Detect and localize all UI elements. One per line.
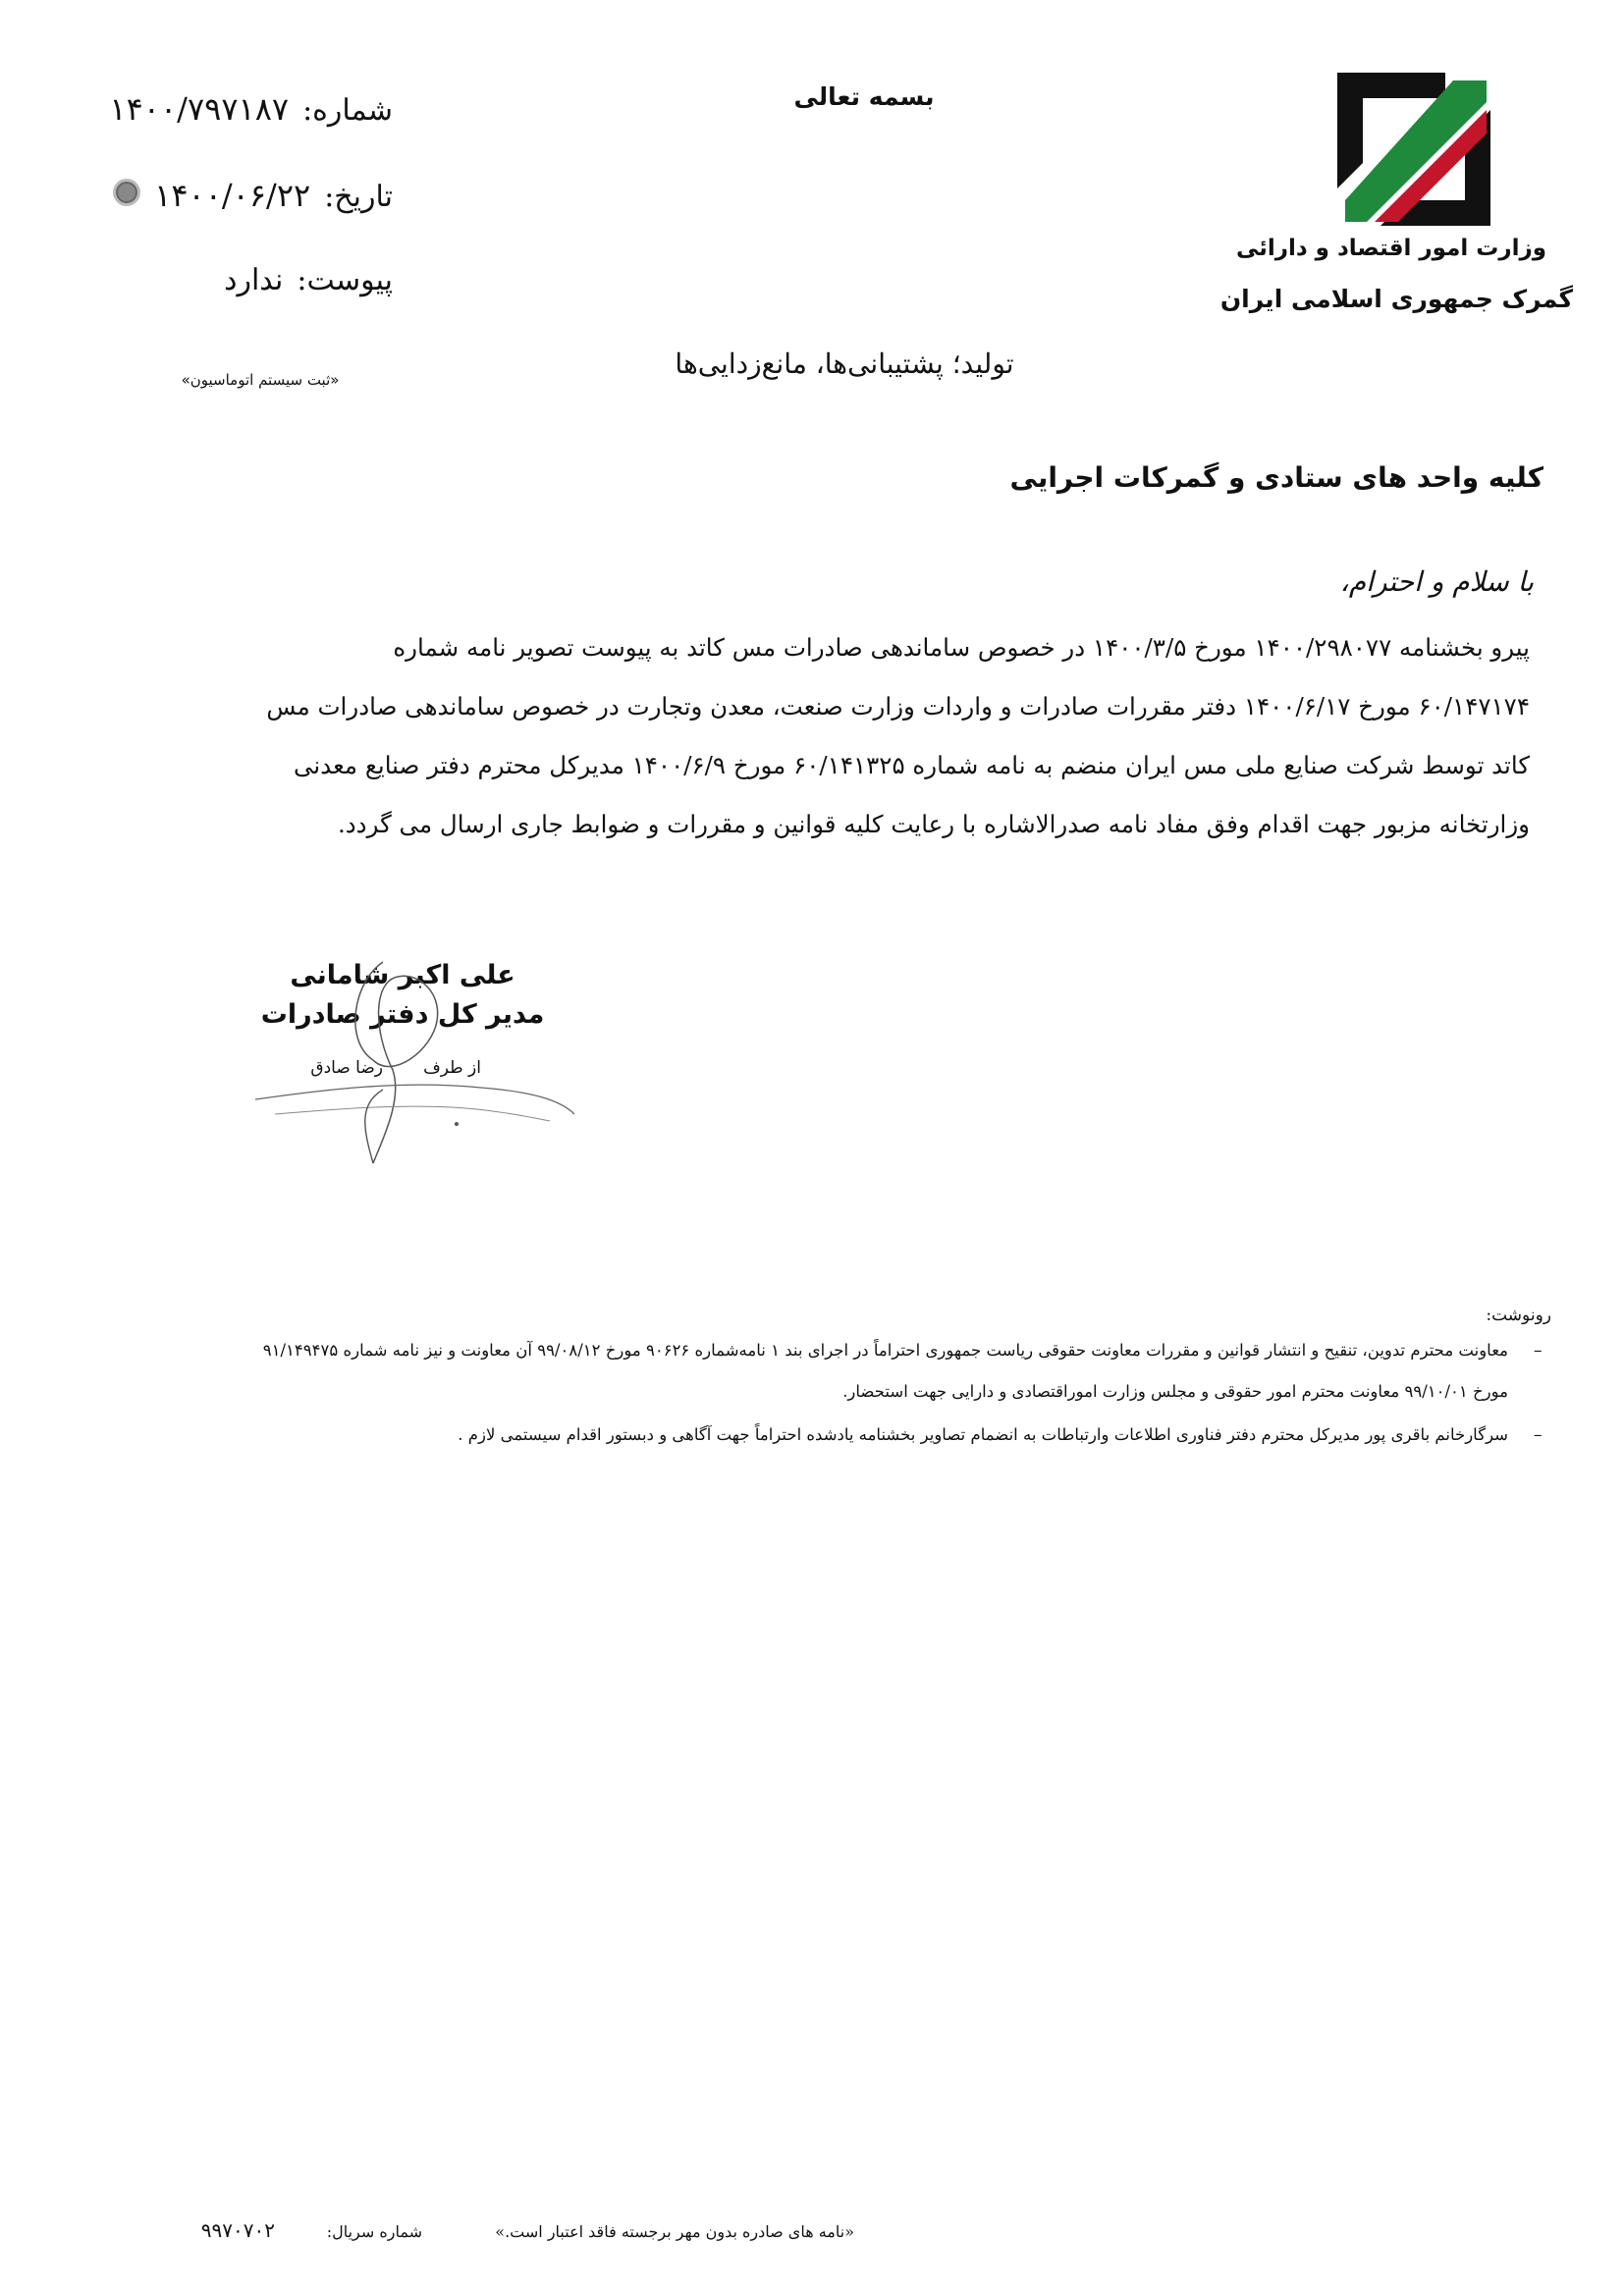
organization-name: گمرک جمهوری اسلامی ایران [1219, 285, 1573, 313]
attachment-row [59, 263, 393, 312]
cc-label: رونوشت: [1486, 1306, 1551, 1325]
validity-note: «نامه های صادره بدون مهر برجسته فاقد اعتبار است.» [495, 2222, 854, 2241]
letter-date-row [59, 177, 393, 226]
letterhead [0, 0, 1624, 412]
greeting-text: با سلام و احترام، [1339, 565, 1534, 598]
letter-number-label: شماره: [302, 93, 393, 128]
body-line: ۶۰/۱۴۷۱۷۴ مورخ ۱۴۰۰/۶/۱۷ دفتر مقررات صادرات و واردات وزارت صنعت، معدن وتجارت در خصوص ساماندهی صادرات مس [266, 692, 1530, 721]
body-line: وزارتخانه مزبور جهت اقدام وفق مفاد نامه صدرالاشاره با رعایت کلیه قوانین و مقررات و ضوابط جاری ارسال می گردد. [337, 810, 1530, 838]
signature-block [236, 942, 589, 1178]
serial-value: ۹۹۷۰۷۰۲ [200, 2218, 275, 2242]
customs-logo-icon [1337, 73, 1490, 226]
letter-number-value: ۱۴۰۰/۷۹۷۱۸۷ [109, 90, 290, 128]
ministry-name: وزارت امور اقتصاد و دارائی [1235, 236, 1546, 261]
body-line: پیرو بخشنامه ۱۴۰۰/۲۹۸۰۷۷ مورخ ۱۴۰۰/۳/۵ در خصوص ساماندهی صادرات مس کاتد به پیوست تصویر نامه شماره [393, 633, 1530, 662]
cc-item-line: مورخ ۹۹/۱۰/۰۱ معاونت محترم امور حقوقی و مجلس وزارت اموراقتصادی و دارایی جهت استحضار. [842, 1382, 1508, 1401]
signatory-name: علی اکبر شامانی [290, 960, 515, 990]
handwritten-signature-icon [236, 942, 589, 1178]
automation-note: «ثبت سیستم اتوماسیون» [181, 371, 340, 389]
cc-item-line: سرگارخانم باقری پور مدیرکل محترم دفتر فناوری اطلاعات وارتباطات به انضمام تصاویر بخشنامه یادشده احتراماً جهت آگاهی و دبستور اقدام سیستمی لازم . [458, 1425, 1508, 1444]
attachment-value: ندارد [224, 263, 284, 297]
letter-date-value: ۱۴۰۰/۰۶/۲۲ [154, 177, 311, 214]
cc-item-line: معاونت محترم تدوین، تنقیح و انتشار قوانین و مقررات معاونت حقوقی ریاست جمهوری احتراماً در اجرای بند ۱ نامه‌شماره ۹۰۶۲۶ مورخ ۹۹/۰۸/۱۲ آن معاونت و نیز نامه شماره ۹۱/۱۴۹۴۷۵ [262, 1341, 1508, 1360]
attachment-label: پیوست: [297, 263, 393, 297]
serial-label: شماره سریال: [326, 2222, 422, 2241]
invocation-text: بسمه تعالی [793, 82, 935, 111]
signatory-title: مدیر کل دفتر صادرات [260, 999, 545, 1030]
letter-number-row [59, 90, 393, 139]
recipient-line: کلیه واحد های ستادی و گمرکات اجرایی [1009, 461, 1543, 494]
cc-bullet: – [1534, 1425, 1543, 1445]
subject-slogan: تولید؛ پشتیبانی‌ها، مانع‌زدایی‌ها [675, 347, 1014, 380]
letter-date-label: تاریخ: [324, 180, 393, 214]
on-behalf-label: از طرف [423, 1058, 481, 1078]
on-behalf-name: رضا صادق [310, 1058, 383, 1078]
seal-icon [113, 179, 140, 206]
body-line: کاتد توسط شرکت صنایع ملی مس ایران منضم به نامه شماره ۶۰/۱۴۱۳۲۵ مورخ ۱۴۰۰/۶/۹ مدیرکل محترم دفتر صنایع معدنی [294, 751, 1530, 779]
cc-bullet: – [1534, 1341, 1543, 1361]
